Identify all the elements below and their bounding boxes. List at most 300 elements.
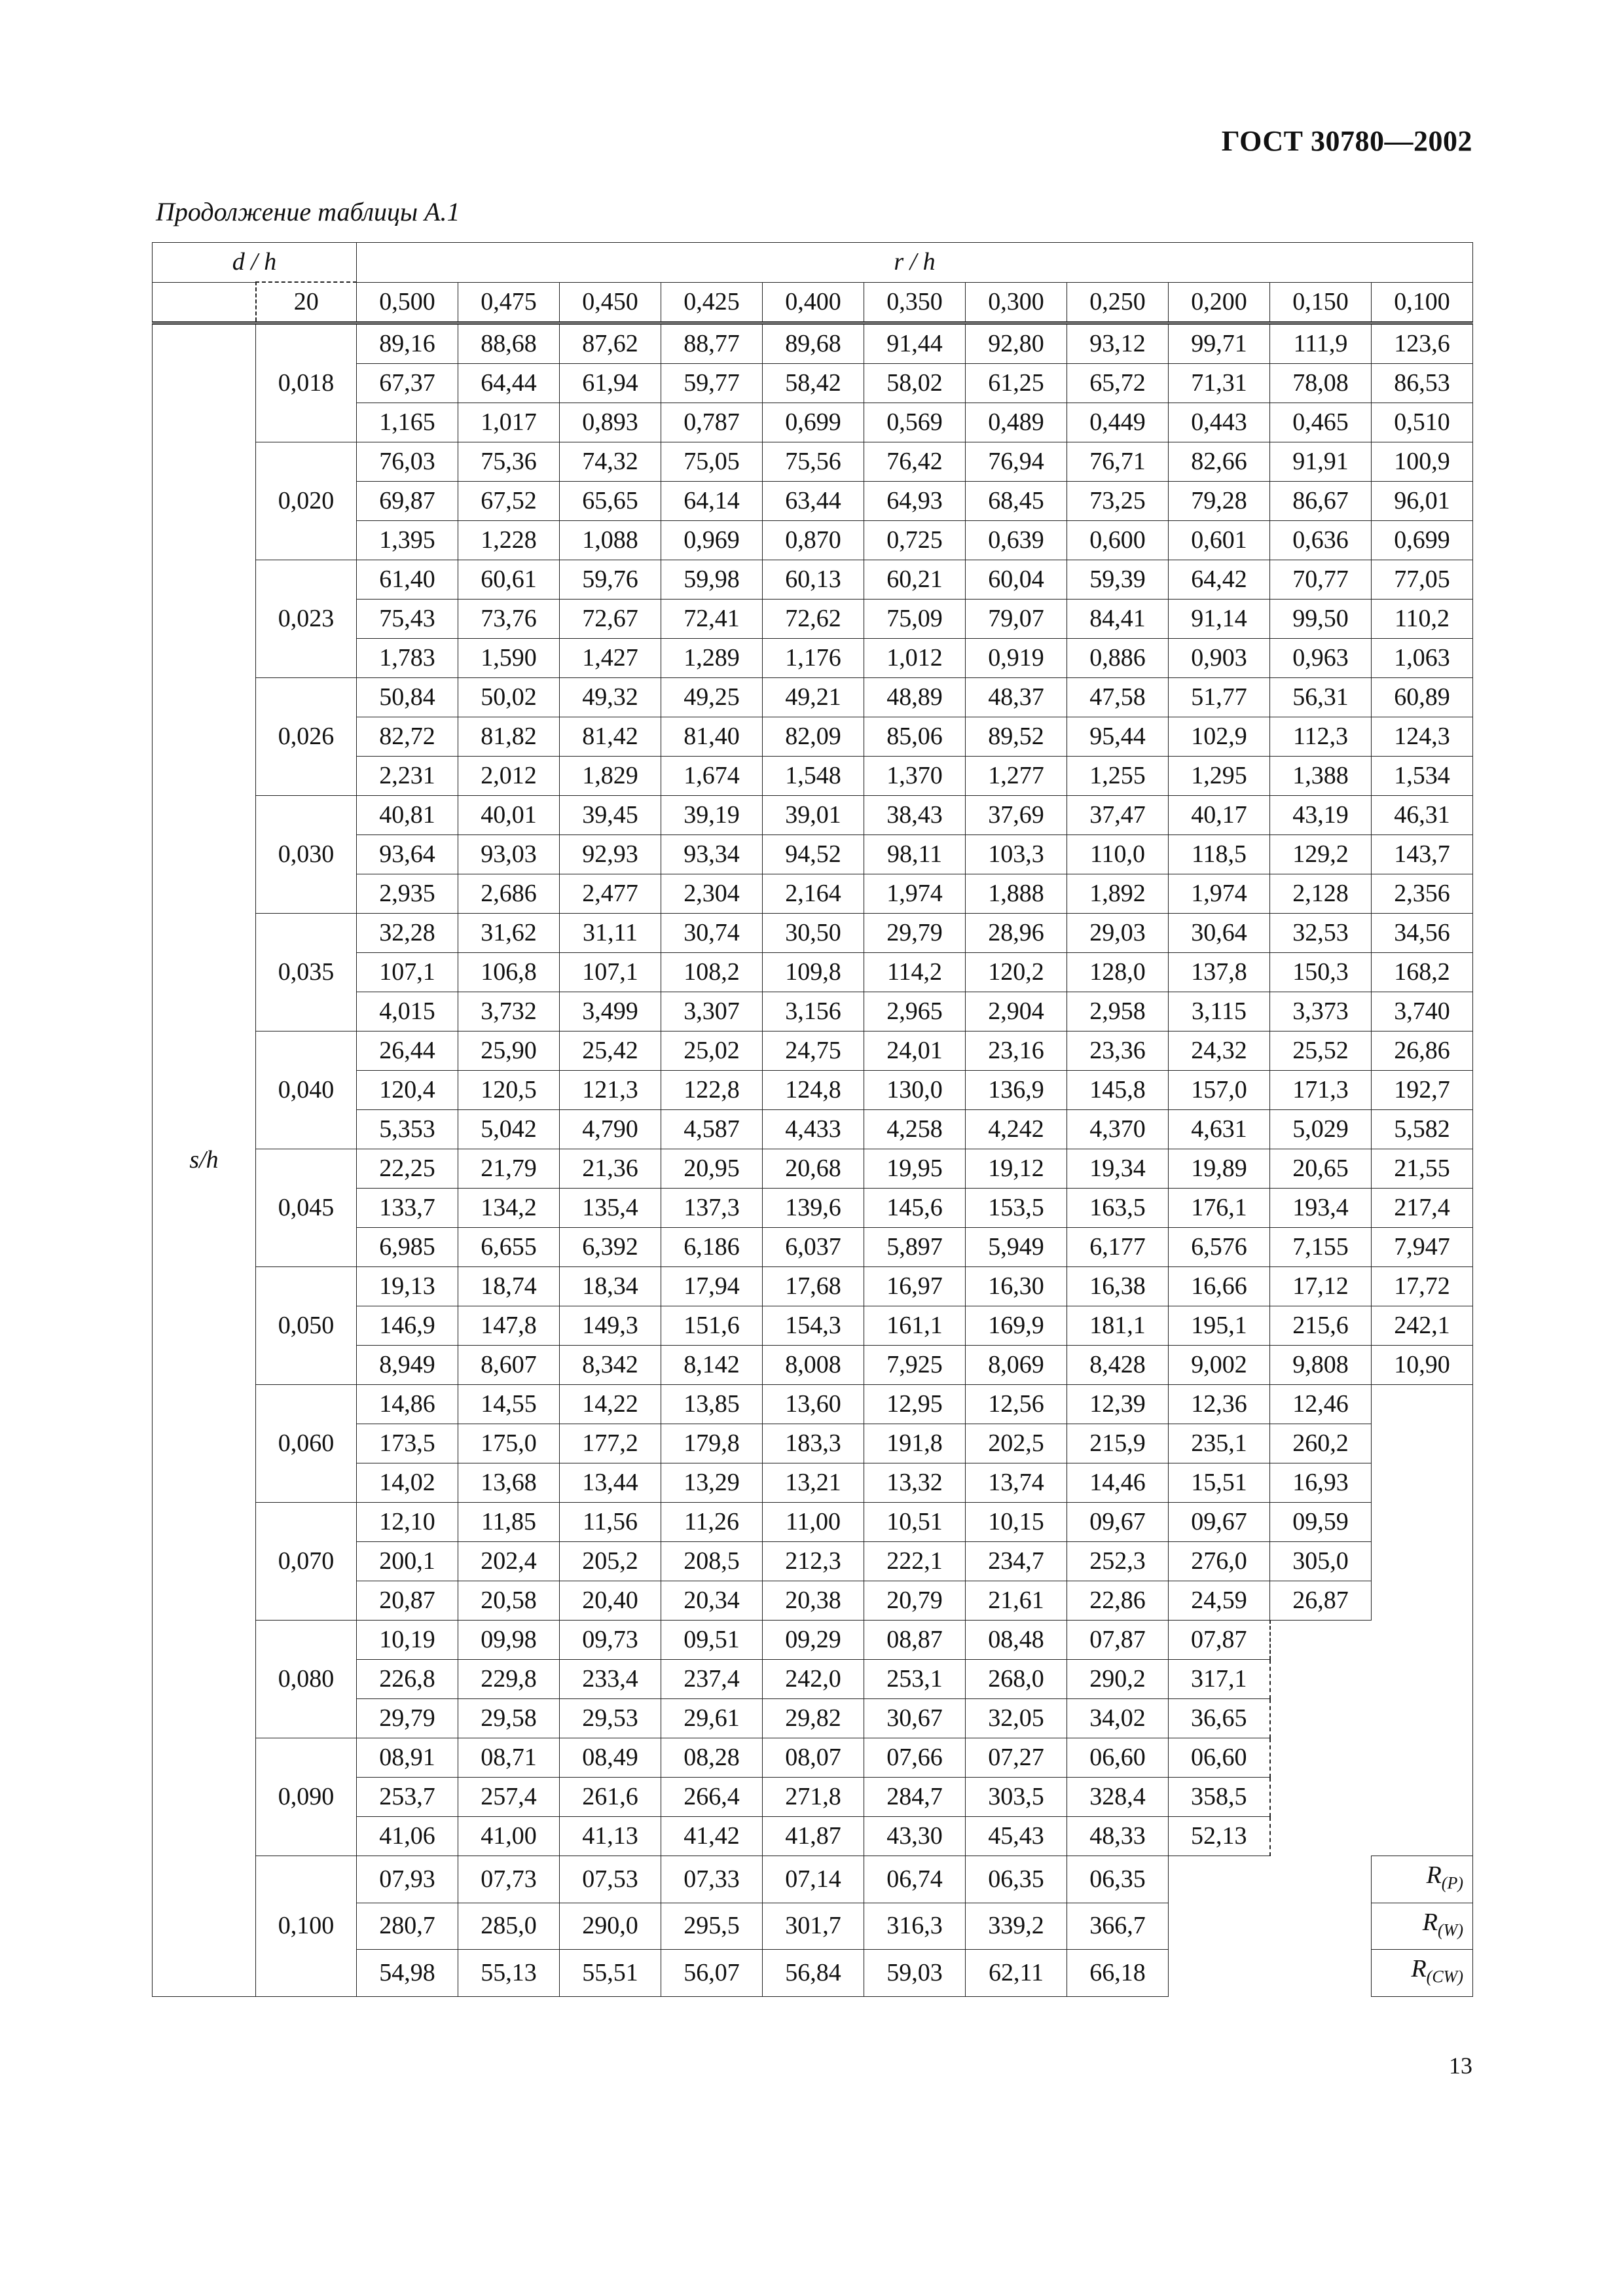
table-cell: 5,949 — [966, 1228, 1067, 1267]
table-cell: 13,74 — [966, 1463, 1067, 1503]
table-cell: 0,443 — [1169, 403, 1270, 442]
table-cell: 268,0 — [966, 1660, 1067, 1699]
table-cell: 19,13 — [357, 1267, 458, 1306]
table-cell: 65,72 — [1067, 364, 1169, 403]
table-cell: 30,74 — [661, 914, 763, 953]
corner-cell — [153, 243, 357, 283]
table-cell: 1,088 — [560, 521, 661, 560]
table-cell: 17,72 — [1372, 1267, 1473, 1306]
table-cell: 89,52 — [966, 717, 1067, 757]
table-cell: 13,68 — [458, 1463, 560, 1503]
table-cell: 1,012 — [864, 639, 966, 678]
table-row — [153, 442, 1473, 482]
table-cell: 110,0 — [1067, 835, 1169, 874]
sh-value: 0,026 — [256, 678, 357, 796]
table-cell: 34,02 — [1067, 1699, 1169, 1738]
table-cell: 111,9 — [1270, 323, 1372, 364]
table-row — [153, 1856, 1473, 1903]
table-cell: 9,808 — [1270, 1346, 1372, 1385]
header-row-1 — [153, 243, 1473, 283]
table-cell: 81,82 — [458, 717, 560, 757]
table-cell: 183,3 — [763, 1424, 864, 1463]
table-cell: 84,41 — [1067, 600, 1169, 639]
table-cell: 1,295 — [1169, 757, 1270, 796]
table-cell: 1,974 — [1169, 874, 1270, 914]
table-cell: 226,8 — [357, 1660, 458, 1699]
table-cell: 260,2 — [1270, 1424, 1372, 1463]
table-cell: 1,017 — [458, 403, 560, 442]
table-cell: 41,13 — [560, 1817, 661, 1856]
table-cell: 40,17 — [1169, 796, 1270, 835]
table-cell: 137,3 — [661, 1189, 763, 1228]
table-cell: 09,29 — [763, 1621, 864, 1660]
table-cell: 08,48 — [966, 1621, 1067, 1660]
table-cell: 154,3 — [763, 1306, 864, 1346]
table-cell: 284,7 — [864, 1778, 966, 1817]
table-cell: 0,699 — [1372, 521, 1473, 560]
table-cell: 5,042 — [458, 1110, 560, 1149]
table-cell: 8,428 — [1067, 1346, 1169, 1385]
table-cell: 8,607 — [458, 1346, 560, 1385]
table-cell: 39,19 — [661, 796, 763, 835]
table-cell: 235,1 — [1169, 1424, 1270, 1463]
table-cell: 0,903 — [1169, 639, 1270, 678]
table-cell: 93,12 — [1067, 323, 1169, 364]
empty-cell — [1169, 1856, 1372, 1903]
table-cell: 10,19 — [357, 1621, 458, 1660]
table-cell: 19,34 — [1067, 1149, 1169, 1189]
table-cell: 36,65 — [1169, 1699, 1270, 1738]
table-cell: 257,4 — [458, 1778, 560, 1817]
table-cell: 3,373 — [1270, 992, 1372, 1031]
table-cell: 107,1 — [560, 953, 661, 992]
table-cell: 3,740 — [1372, 992, 1473, 1031]
sh-value: 0,100 — [256, 1856, 357, 1997]
table-cell: 21,79 — [458, 1149, 560, 1189]
table-cell: 0,489 — [966, 403, 1067, 442]
table-cell: 64,93 — [864, 482, 966, 521]
table-cell: 124,3 — [1372, 717, 1473, 757]
empty-cell — [1270, 1699, 1473, 1738]
table-cell: 77,05 — [1372, 560, 1473, 600]
table-cell: 93,64 — [357, 835, 458, 874]
table-cell: 94,52 — [763, 835, 864, 874]
empty-cell — [1372, 1503, 1473, 1542]
table-cell: 0,725 — [864, 521, 966, 560]
table-cell: 87,62 — [560, 323, 661, 364]
table-cell: 0,886 — [1067, 639, 1169, 678]
table-cell: 56,84 — [763, 1950, 864, 1997]
table-cell: 30,50 — [763, 914, 864, 953]
table-cell: 163,5 — [1067, 1189, 1169, 1228]
table-cell: 6,392 — [560, 1228, 661, 1267]
table-row — [153, 1267, 1473, 1306]
table-cell: 200,1 — [357, 1542, 458, 1581]
table-cell: 20,65 — [1270, 1149, 1372, 1189]
table-cell: 10,51 — [864, 1503, 966, 1542]
table-cell: 09,51 — [661, 1621, 763, 1660]
table-row — [153, 1738, 1473, 1778]
table-cell: 62,11 — [966, 1950, 1067, 1997]
table-cell: 75,05 — [661, 442, 763, 482]
table-cell: 16,93 — [1270, 1463, 1372, 1503]
table-cell: 07,27 — [966, 1738, 1067, 1778]
sh-value: 0,030 — [256, 796, 357, 914]
table-cell: 8,342 — [560, 1346, 661, 1385]
table-cell: 139,6 — [763, 1189, 864, 1228]
empty-cell — [1270, 1738, 1473, 1778]
table-cell: 5,353 — [357, 1110, 458, 1149]
table-cell: 60,21 — [864, 560, 966, 600]
table-cell: 16,66 — [1169, 1267, 1270, 1306]
table-cell: 0,919 — [966, 639, 1067, 678]
table-cell: 2,477 — [560, 874, 661, 914]
table-cell: 316,3 — [864, 1903, 966, 1950]
table-cell: 146,9 — [357, 1306, 458, 1346]
table-cell: 41,87 — [763, 1817, 864, 1856]
table-cell: 2,958 — [1067, 992, 1169, 1031]
table-cell: 3,307 — [661, 992, 763, 1031]
table-cell: 25,52 — [1270, 1031, 1372, 1071]
table-cell: 107,1 — [357, 953, 458, 992]
table-cell: 10,90 — [1372, 1346, 1473, 1385]
table-cell: 114,2 — [864, 953, 966, 992]
table-cell: 280,7 — [357, 1903, 458, 1950]
table-cell: 0,601 — [1169, 521, 1270, 560]
table-cell: 5,029 — [1270, 1110, 1372, 1149]
table-cell: 1,255 — [1067, 757, 1169, 796]
table-cell: 07,87 — [1169, 1621, 1270, 1660]
table-cell: 205,2 — [560, 1542, 661, 1581]
sh-value: 0,040 — [256, 1031, 357, 1149]
table-cell: 1,892 — [1067, 874, 1169, 914]
row-label: $R_{(P)}$ — [1372, 1856, 1473, 1903]
table-row — [153, 323, 1473, 364]
document-standard-number: ГОСТ 30780—2002 — [1221, 125, 1472, 157]
table-cell: 64,42 — [1169, 560, 1270, 600]
table-cell: 11,00 — [763, 1503, 864, 1542]
column-header: 0,250 — [1067, 282, 1169, 323]
table-cell: 13,29 — [661, 1463, 763, 1503]
table-cell: 72,67 — [560, 600, 661, 639]
table-row — [153, 560, 1473, 600]
table-cell: 70,77 — [1270, 560, 1372, 600]
table-cell: 2,304 — [661, 874, 763, 914]
table-cell: 17,68 — [763, 1267, 864, 1306]
table-cell: 26,86 — [1372, 1031, 1473, 1071]
table-cell: 100,9 — [1372, 442, 1473, 482]
table-cell: 157,0 — [1169, 1071, 1270, 1110]
table-cell: 11,85 — [458, 1503, 560, 1542]
table-cell: 07,53 — [560, 1856, 661, 1903]
table-cell: 215,6 — [1270, 1306, 1372, 1346]
column-header: 0,425 — [661, 282, 763, 323]
table-cell: 1,829 — [560, 757, 661, 796]
table-cell: 08,07 — [763, 1738, 864, 1778]
table-cell: 91,14 — [1169, 600, 1270, 639]
table-cell: 13,60 — [763, 1385, 864, 1424]
table-cell: 176,1 — [1169, 1189, 1270, 1228]
sh-value: 0,090 — [256, 1738, 357, 1856]
table-cell: 08,87 — [864, 1621, 966, 1660]
table-row — [153, 1149, 1473, 1189]
table-cell: 32,05 — [966, 1699, 1067, 1738]
table-cell: 66,18 — [1067, 1950, 1169, 1997]
table-cell: 18,34 — [560, 1267, 661, 1306]
table-cell: 11,26 — [661, 1503, 763, 1542]
sh-value: 0,070 — [256, 1503, 357, 1621]
table-cell: 38,43 — [864, 796, 966, 835]
table-cell: 217,4 — [1372, 1189, 1473, 1228]
column-header: 0,200 — [1169, 282, 1270, 323]
row-label: $R_{(CW)}$ — [1372, 1950, 1473, 1997]
table-cell: 06,35 — [1067, 1856, 1169, 1903]
table-cell: 128,0 — [1067, 953, 1169, 992]
table-cell: 29,82 — [763, 1699, 864, 1738]
table-cell: 285,0 — [458, 1903, 560, 1950]
page-number: 13 — [1449, 2053, 1472, 2079]
table-cell: 22,25 — [357, 1149, 458, 1189]
table-cell: 06,74 — [864, 1856, 966, 1903]
table-cell: 0,510 — [1372, 403, 1473, 442]
table-cell: 25,90 — [458, 1031, 560, 1071]
table-cell: 08,71 — [458, 1738, 560, 1778]
table-cell: 92,80 — [966, 323, 1067, 364]
table-cell: 61,25 — [966, 364, 1067, 403]
table-cell: 17,12 — [1270, 1267, 1372, 1306]
table-cell: 290,0 — [560, 1903, 661, 1950]
column-header: 0,300 — [966, 282, 1067, 323]
data-table — [152, 242, 1473, 1997]
table-cell: 08,91 — [357, 1738, 458, 1778]
table-cell: 08,28 — [661, 1738, 763, 1778]
table-cell: 19,95 — [864, 1149, 966, 1189]
table-cell: 24,32 — [1169, 1031, 1270, 1071]
table-cell: 215,9 — [1067, 1424, 1169, 1463]
table-cell: 07,14 — [763, 1856, 864, 1903]
table-cell: 134,2 — [458, 1189, 560, 1228]
table-cell: 120,2 — [966, 953, 1067, 992]
table-cell: 81,42 — [560, 717, 661, 757]
table-cell: 3,115 — [1169, 992, 1270, 1031]
table-cell: 21,36 — [560, 1149, 661, 1189]
table-cell: 1,888 — [966, 874, 1067, 914]
table-cell: 49,25 — [661, 678, 763, 717]
table-cell: 98,11 — [864, 835, 966, 874]
table-cell: 366,7 — [1067, 1903, 1169, 1950]
table-cell: 102,9 — [1169, 717, 1270, 757]
table-cell: 109,8 — [763, 953, 864, 992]
table-cell: 75,09 — [864, 600, 966, 639]
table-cell: 118,5 — [1169, 835, 1270, 874]
table-cell: 72,41 — [661, 600, 763, 639]
table-cell: 59,76 — [560, 560, 661, 600]
empty-cell — [1372, 1581, 1473, 1621]
table-cell: 20,40 — [560, 1581, 661, 1621]
table-cell: 30,64 — [1169, 914, 1270, 953]
table-cell: 73,76 — [458, 600, 560, 639]
table-cell: 09,67 — [1169, 1503, 1270, 1542]
table-cell: 82,72 — [357, 717, 458, 757]
table-cell: 0,639 — [966, 521, 1067, 560]
table-cell: 12,10 — [357, 1503, 458, 1542]
table-cell: 29,79 — [357, 1699, 458, 1738]
table-cell: 290,2 — [1067, 1660, 1169, 1699]
table-cell: 14,02 — [357, 1463, 458, 1503]
table-cell: 29,53 — [560, 1699, 661, 1738]
table-cell: 6,985 — [357, 1228, 458, 1267]
table-cell: 6,177 — [1067, 1228, 1169, 1267]
table-cell: 31,62 — [458, 914, 560, 953]
table-cell: 7,155 — [1270, 1228, 1372, 1267]
table-cell: 3,732 — [458, 992, 560, 1031]
table-cell: 237,4 — [661, 1660, 763, 1699]
table-cell: 4,587 — [661, 1110, 763, 1149]
table-cell: 08,49 — [560, 1738, 661, 1778]
table-cell: 179,8 — [661, 1424, 763, 1463]
table-cell: 120,4 — [357, 1071, 458, 1110]
table-cell: 6,037 — [763, 1228, 864, 1267]
table-cell: 61,40 — [357, 560, 458, 600]
table-cell: 0,893 — [560, 403, 661, 442]
table-cell: 73,25 — [1067, 482, 1169, 521]
table-cell: 8,142 — [661, 1346, 763, 1385]
sh-value: 0,035 — [256, 914, 357, 1031]
table-cell: 3,499 — [560, 992, 661, 1031]
table-cell: 1,534 — [1372, 757, 1473, 796]
column-header: 0,400 — [763, 282, 864, 323]
table-cell: 06,60 — [1169, 1738, 1270, 1778]
table-cell: 67,52 — [458, 482, 560, 521]
table-cell: 133,7 — [357, 1189, 458, 1228]
table-cell: 58,02 — [864, 364, 966, 403]
table-cell: 12,39 — [1067, 1385, 1169, 1424]
table-cell: 169,9 — [966, 1306, 1067, 1346]
table-cell: 52,13 — [1169, 1817, 1270, 1856]
table-cell: 14,86 — [357, 1385, 458, 1424]
table-cell: 58,42 — [763, 364, 864, 403]
table-cell: 32,28 — [357, 914, 458, 953]
table-cell: 193,4 — [1270, 1189, 1372, 1228]
column-header: 0,100 — [1372, 282, 1473, 323]
table-cell: 4,258 — [864, 1110, 966, 1149]
table-cell: 252,3 — [1067, 1542, 1169, 1581]
sh-value: 0,060 — [256, 1385, 357, 1503]
table-cell: 147,8 — [458, 1306, 560, 1346]
table-cell: 1,063 — [1372, 639, 1473, 678]
table-cell: 74,32 — [560, 442, 661, 482]
table-cell: 48,89 — [864, 678, 966, 717]
table-cell: 82,09 — [763, 717, 864, 757]
table-cell: 43,19 — [1270, 796, 1372, 835]
table-cell: 82,66 — [1169, 442, 1270, 482]
column-header: 0,475 — [458, 282, 560, 323]
table-cell: 79,07 — [966, 600, 1067, 639]
table-cell: 4,433 — [763, 1110, 864, 1149]
table-cell: 24,59 — [1169, 1581, 1270, 1621]
table-cell: 6,655 — [458, 1228, 560, 1267]
table-cell: 110,2 — [1372, 600, 1473, 639]
table-cell: 16,38 — [1067, 1267, 1169, 1306]
table-cell: 168,2 — [1372, 953, 1473, 992]
table-cell: 4,015 — [357, 992, 458, 1031]
table-cell: 55,51 — [560, 1950, 661, 1997]
table-cell: 76,71 — [1067, 442, 1169, 482]
table-cell: 242,1 — [1372, 1306, 1473, 1346]
table-cell: 14,46 — [1067, 1463, 1169, 1503]
table-cell: 1,370 — [864, 757, 966, 796]
empty-cell — [1372, 1385, 1473, 1424]
table-cell: 112,3 — [1270, 717, 1372, 757]
table-cell: 30,67 — [864, 1699, 966, 1738]
table-cell: 2,164 — [763, 874, 864, 914]
table-cell: 4,370 — [1067, 1110, 1169, 1149]
table-cell: 86,67 — [1270, 482, 1372, 521]
table-row — [153, 796, 1473, 835]
table-cell: 150,3 — [1270, 953, 1372, 992]
empty-cell — [1270, 1660, 1473, 1699]
table-cell: 29,03 — [1067, 914, 1169, 953]
table-cell: 161,1 — [864, 1306, 966, 1346]
table-cell: 24,75 — [763, 1031, 864, 1071]
table-cell: 24,01 — [864, 1031, 966, 1071]
header-row-2 — [153, 282, 1473, 323]
table-cell: 8,949 — [357, 1346, 458, 1385]
empty-cell — [1270, 1778, 1473, 1817]
empty-cell — [1372, 1424, 1473, 1463]
table-cell: 195,1 — [1169, 1306, 1270, 1346]
table-cell: 76,94 — [966, 442, 1067, 482]
table-cell: 93,34 — [661, 835, 763, 874]
row-group-label: s/h — [153, 323, 256, 1997]
table-cell: 26,44 — [357, 1031, 458, 1071]
table-cell: 50,84 — [357, 678, 458, 717]
table-cell: 92,93 — [560, 835, 661, 874]
table-cell: 07,73 — [458, 1856, 560, 1903]
table-cell: 222,1 — [864, 1542, 966, 1581]
table-cell: 0,636 — [1270, 521, 1372, 560]
table-cell: 29,58 — [458, 1699, 560, 1738]
table-cell: 07,87 — [1067, 1621, 1169, 1660]
table-cell: 7,925 — [864, 1346, 966, 1385]
table-row — [153, 1031, 1473, 1071]
table-cell: 07,33 — [661, 1856, 763, 1903]
table-cell: 253,7 — [357, 1778, 458, 1817]
table-cell: 95,44 — [1067, 717, 1169, 757]
table-cell: 271,8 — [763, 1778, 864, 1817]
table-cell: 0,600 — [1067, 521, 1169, 560]
table-cell: 60,89 — [1372, 678, 1473, 717]
table-cell: 328,4 — [1067, 1778, 1169, 1817]
sh-value: 0,020 — [256, 442, 357, 560]
table-cell: 13,44 — [560, 1463, 661, 1503]
table-cell: 71,31 — [1169, 364, 1270, 403]
table-cell: 145,6 — [864, 1189, 966, 1228]
column-group-label: r / h — [357, 243, 1473, 283]
table-cell: 76,03 — [357, 442, 458, 482]
sh-value: 0,050 — [256, 1267, 357, 1385]
table-cell: 31,11 — [560, 914, 661, 953]
column-header: 0,150 — [1270, 282, 1372, 323]
table-cell: 09,59 — [1270, 1503, 1372, 1542]
table-cell: 229,8 — [458, 1660, 560, 1699]
table-cell: 20,79 — [864, 1581, 966, 1621]
table-cell: 41,06 — [357, 1817, 458, 1856]
table-cell: 96,01 — [1372, 482, 1473, 521]
table-cell: 75,36 — [458, 442, 560, 482]
table-cell: 9,002 — [1169, 1346, 1270, 1385]
table-cell: 1,974 — [864, 874, 966, 914]
